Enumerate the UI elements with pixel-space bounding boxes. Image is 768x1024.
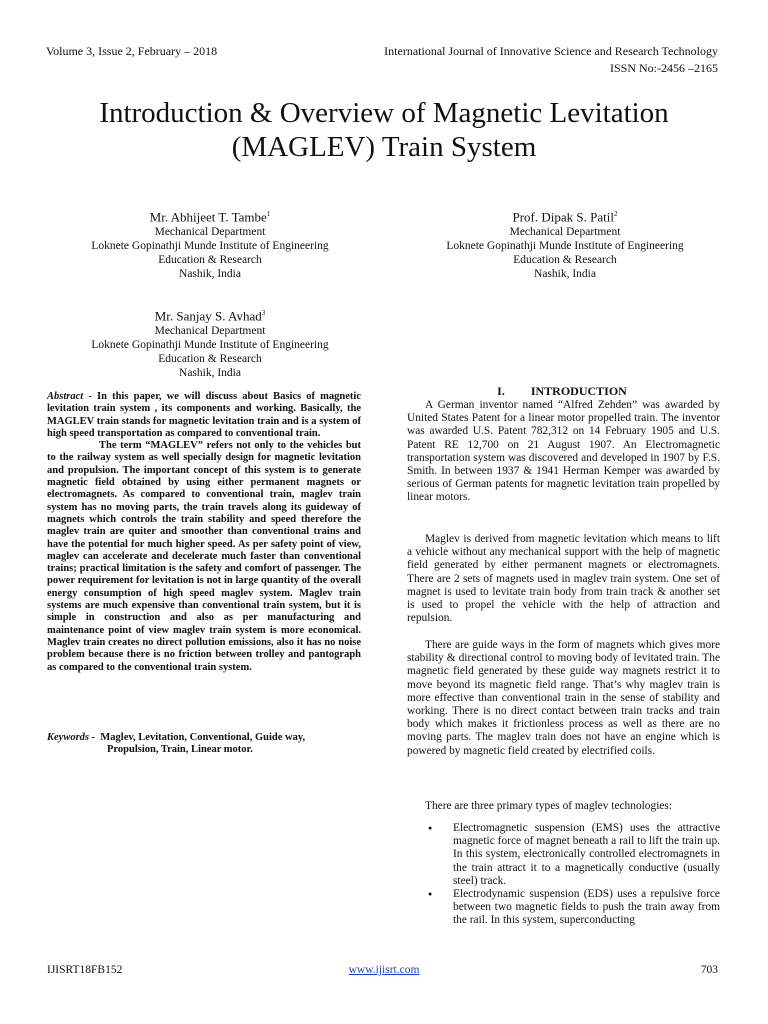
intro-paragraph-1 bbox=[407, 399, 720, 505]
list-item: ● Electrodynamic suspension (EDS) uses a repulsive force between two magnetic fields to push the train away from the rail. In this system, superconducting bbox=[424, 888, 720, 928]
intro-paragraph-4-text: There are three primary types of maglev technologies: bbox=[425, 800, 673, 812]
maglev-types-list bbox=[424, 822, 720, 928]
footer-paper-code: IJISRT18FB152 bbox=[47, 964, 123, 976]
author-city: Nashik, India bbox=[179, 268, 241, 281]
keywords-line-1 bbox=[47, 732, 361, 744]
author-block-1 bbox=[55, 206, 365, 281]
author-superscript: 2 bbox=[613, 210, 618, 218]
author-block-3 bbox=[55, 305, 365, 380]
author-superscript: 3 bbox=[261, 309, 266, 317]
author-name bbox=[55, 206, 365, 225]
author-institute: Loknete Gopinathji Munde Institute of Engineering bbox=[91, 339, 329, 352]
author-institute-line2: Education & Research bbox=[158, 353, 262, 366]
intro-paragraph-2 bbox=[407, 533, 720, 625]
intro-paragraph-1-text: A German inventor named “Alfred Zehden” was awarded by United States Patent for a linear motor propelled train. The inventor was awarded U.S. Patent 782,312 on 14 February 1905 and U.S. Patent RE 12,700 on 21 August 1907. An Electromagnetic transportation system was discovered and developed in 1907 by F.S. Smith. In between 1937 & 1941 Herman Kemper was awarded by serious of German patents for magnetic levitation train propelled by linear motors. bbox=[407, 399, 720, 504]
intro-paragraph-3-text: There are guide ways in the form of magnets which gives more stability & directional control to moving body of levitated train. The magnetic field generated by these guide way magnets restrict it to move beyond its magnetic field range. That’s why maglev train is more effective than conventional train in the sense of stability and working. There is no direct contact between train tracks and train body which makes it frictionless process as well as there are no moving parts. The maglev train does not have an engine which is powered by magnetic field created by electrified coils. bbox=[407, 639, 720, 757]
author-name-text: Mr. Abhijeet T. Tambe bbox=[149, 209, 267, 225]
author-department: Mechanical Department bbox=[154, 325, 266, 338]
intro-paragraph-2-text: Maglev is derived from magnetic levitation which means to lift a vehicle without any mechanical support with the help of magnetic field generated by either permanent magnets or electromagnets. There are 2 sets of magnets used in maglev train system. One set of magnet is used to levitate train body from train track & another set is used to propel the vehicle with the help of attraction and repulsion. bbox=[407, 533, 720, 625]
author-institute-line2: Education & Research bbox=[158, 254, 262, 267]
author-department: Mechanical Department bbox=[154, 226, 266, 239]
author-department: Mechanical Department bbox=[509, 226, 621, 239]
keywords-line-2: Propulsion, Train, Linear motor. bbox=[107, 744, 253, 756]
keywords bbox=[47, 732, 361, 757]
author-institute: Loknete Gopinathji Munde Institute of Engineering bbox=[91, 240, 329, 253]
keywords-text-1: Maglev, Levitation, Conventional, Guide way, bbox=[100, 732, 306, 743]
paper-title: Introduction & Overview of Magnetic Levitation (MAGLEV) Train System bbox=[99, 97, 669, 163]
author-block-2 bbox=[415, 206, 715, 281]
section-number: I. bbox=[497, 384, 505, 398]
author-name-text: Mr. Sanjay S. Avhad bbox=[154, 308, 262, 324]
author-name-text: Prof. Dipak S. Patil bbox=[512, 209, 614, 225]
header-journal-name: International Journal of Innovative Science and Research Technology bbox=[384, 44, 718, 58]
keywords-label: Keywords - bbox=[47, 732, 96, 743]
section-heading-introduction bbox=[407, 384, 717, 399]
author-institute-line2: Education & Research bbox=[513, 254, 617, 267]
author-name bbox=[55, 305, 365, 324]
author-city: Nashik, India bbox=[179, 367, 241, 380]
abstract-label: Abstract bbox=[47, 391, 84, 402]
header-volume-issue: Volume 3, Issue 2, February – 2018 bbox=[46, 44, 218, 58]
author-name bbox=[415, 206, 715, 225]
abstract-text-1: - In this paper, we will discuss about Basics of magnetic levitation train system , its components and working. Basically, the MAGLEV train stands for magnetic levitation train and is a system of high speed transportation as compared to conventional train. bbox=[47, 391, 362, 439]
intro-paragraph-4 bbox=[407, 800, 720, 813]
list-item: ● Electromagnetic suspension (EMS) uses the attractive magnetic force of magnet beneath a rail to lift the train up. In this system, electronically controlled electromagnets in the train attract it to a magnetically conductive (usually steel) track. bbox=[424, 822, 720, 888]
author-superscript: 1 bbox=[266, 210, 271, 218]
author-city: Nashik, India bbox=[534, 268, 596, 281]
header-issn: ISSN No:-2456 –2165 bbox=[609, 61, 718, 75]
abstract bbox=[47, 391, 361, 674]
section-title: INTRODUCTION bbox=[530, 384, 627, 398]
footer-page-number: 703 bbox=[700, 964, 718, 976]
author-institute: Loknete Gopinathji Munde Institute of Engineering bbox=[446, 240, 684, 253]
footer-journal-link[interactable]: www.ijisrt.com bbox=[348, 964, 420, 976]
intro-paragraph-3 bbox=[407, 639, 720, 758]
abstract-text-2: The term “MAGLEV” refers not only to the vehicles but to the railway system as well specially design for magnetic levitation and propulsion. The important concept of this system is to generate magnetic field obtained by using either permanent magnets or electromagnets. As compared to conventional train, maglev train system has no moving parts, the train travels along its guideway of magnets which controls the train stability and speed therefore the maglev train are quiter and smoother than conventional trains and have the potential for much higher speed. As per safety point of view, maglev can accelerate and decelerate much faster than conventional trains; practical limitation is the safety and comfort of passenger. The power requirement for levitation is not in large quantity of the overall energy consumption of high speed maglev system. Maglev train systems are much expensive than conventional train system, but it is simple in construction and also as per manufacturing and maintenance point of view maglev train system is more economical. Maglev train creates no direct pollution emissions, also it has no noise problem because there is no friction between trolley and pantograph as compared to the conventional train system. bbox=[47, 440, 361, 673]
